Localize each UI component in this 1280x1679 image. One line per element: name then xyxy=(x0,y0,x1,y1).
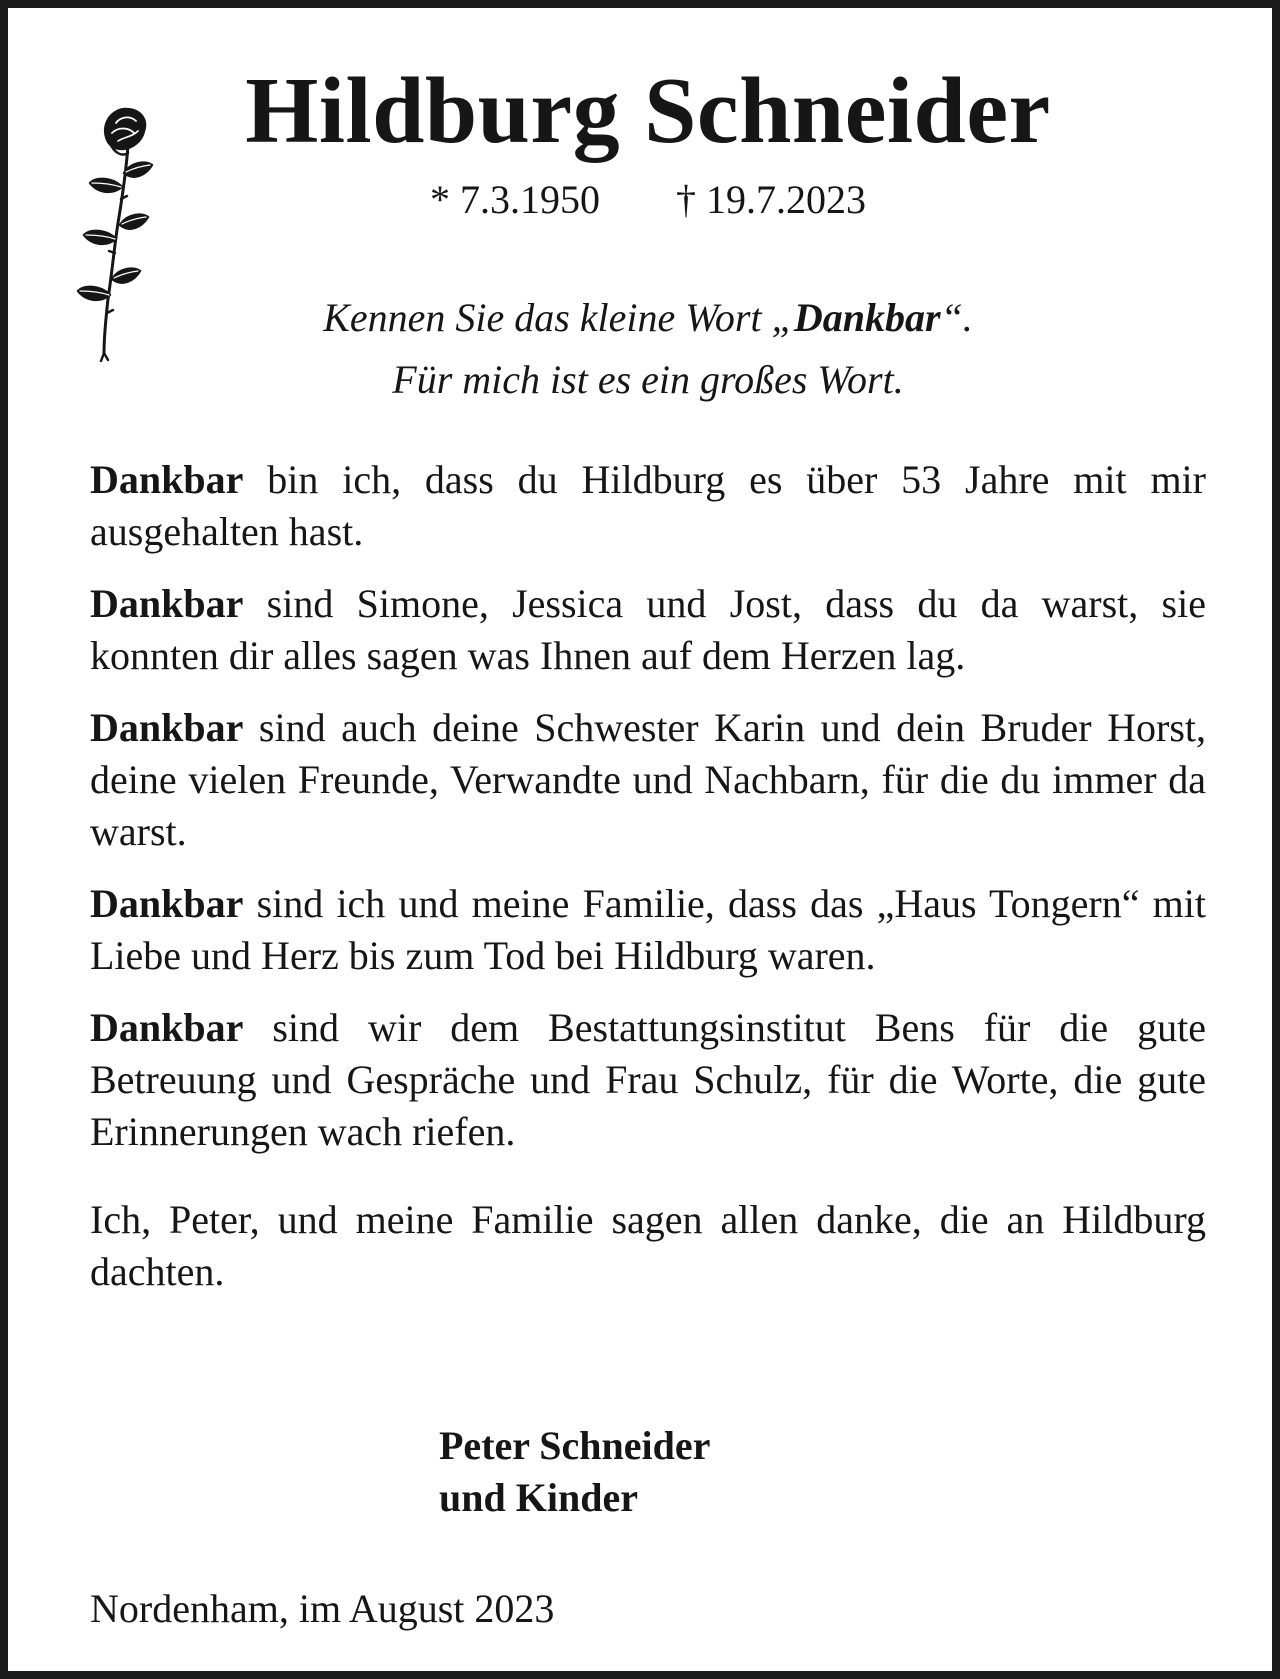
paragraph xyxy=(90,578,1206,682)
quote-text-end: “. xyxy=(940,295,973,340)
paragraph-text: sind ich und meine Familie, dass das „Haus Tongern“ mit Liebe und Herz bis zum Tod bei Hildburg waren. xyxy=(90,881,1206,978)
paragraph-text: bin ich, dass du Hildburg es über 53 Jahre mit mir ausgehalten hast. xyxy=(90,457,1206,554)
quote-line-2: Für mich ist es ein großes Wort. xyxy=(392,357,904,402)
quote-text: Kennen Sie das kleine Wort „ xyxy=(323,295,794,340)
life-dates xyxy=(8,176,1280,224)
paragraph-text: sind Simone, Jessica und Jost, dass du da warst, sie konnten dir alles sagen was Ihnen auf dem Herzen lag. xyxy=(90,581,1206,678)
signature-line-2: und Kinder xyxy=(439,1475,638,1520)
paragraph-lead: Dankbar xyxy=(90,705,244,750)
paragraph xyxy=(90,454,1206,558)
paragraph-lead: Dankbar xyxy=(90,457,244,502)
quote-bold-word: Dankbar xyxy=(793,295,941,340)
signature xyxy=(439,1420,710,1524)
closing-paragraph: Ich, Peter, und meine Familie sagen allen danke, die an Hildburg dachten. xyxy=(90,1197,1206,1294)
paragraph-text: sind wir dem Bestattungsinstitut Bens für die gute Betreuung und Gespräche und Frau Schulz, für die Worte, die gute Erinnerungen wach riefen. xyxy=(90,1005,1206,1154)
paragraph-text: sind auch deine Schwester Karin und dein Bruder Horst, deine vielen Freunde, Verwandte und Nachbarn, für die du immer da warst. xyxy=(90,705,1206,854)
death-date: † 19.7.2023 xyxy=(676,177,866,222)
deceased-name: Hildburg Schneider xyxy=(245,59,1051,163)
paragraph-lead: Dankbar xyxy=(90,581,244,626)
paragraph xyxy=(90,702,1206,858)
paragraph xyxy=(90,1002,1206,1158)
quote-line-1 xyxy=(8,287,1280,349)
signature-line-1: Peter Schneider xyxy=(439,1423,711,1468)
birth-date: * 7.3.1950 xyxy=(430,177,600,222)
quote xyxy=(8,287,1280,411)
paragraph-lead: Dankbar xyxy=(90,1005,244,1050)
place-and-date: Nordenham, im August 2023 xyxy=(90,1586,555,1631)
paragraph-lead: Dankbar xyxy=(90,881,244,926)
thanks-text xyxy=(90,454,1206,1318)
paragraph xyxy=(90,878,1206,982)
